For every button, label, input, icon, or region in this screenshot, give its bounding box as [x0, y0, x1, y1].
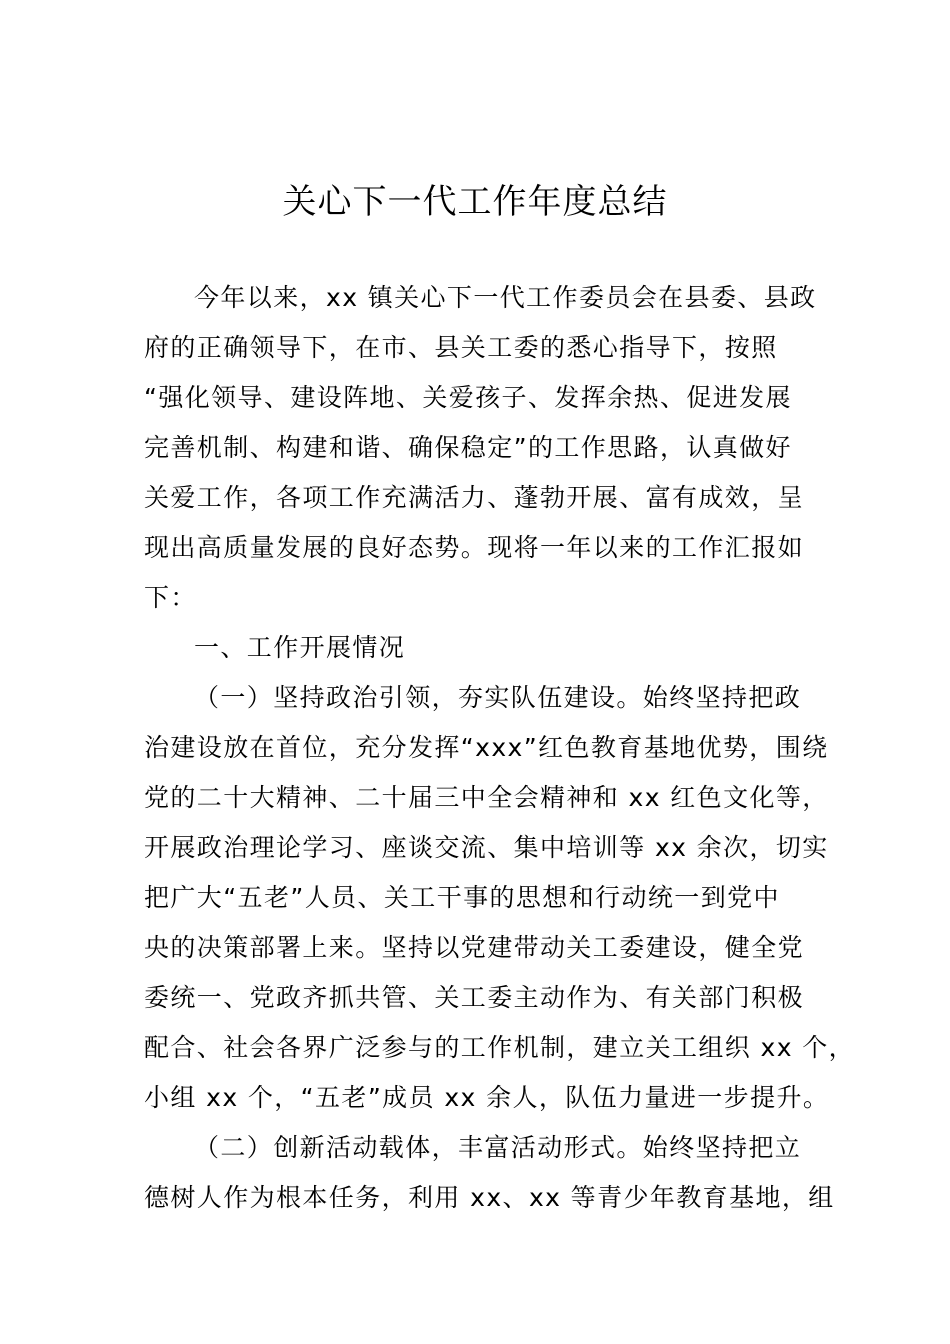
body-line: （一）坚持政治引领，夯实队伍建设。始终坚持把政 — [194, 683, 802, 712]
body-line: 委统一、党政齐抓共管、关工委主动作为、有关部门积极 — [144, 983, 805, 1012]
body-line: 现出高质量发展的良好态势。现将一年以来的工作汇报如 — [144, 533, 805, 562]
body-line: 党的二十大精神、二十届三中全会精神和 xx 红色文化等， — [144, 783, 829, 812]
body-line: 完善机制、构建和谐、确保稳定”的工作思路，认真做好 — [144, 433, 792, 462]
document-title: 关心下一代工作年度总结 — [282, 182, 668, 222]
body-line: 把广大“五老”人员、关工干事的思想和行动统一到党中 — [144, 883, 780, 912]
body-line: 配合、社会各界广泛参与的工作机制，建立关工组织 xx 个， — [144, 1033, 856, 1062]
body-line: 下： — [144, 583, 197, 612]
body-line: 央的决策部署上来。坚持以党建带动关工委建设，健全党 — [144, 933, 805, 962]
body-line: 小组 xx 个，“五老”成员 xx 余人，队伍力量进一步提升。 — [144, 1083, 830, 1112]
body-line: 关爱工作，各项工作充满活力、蓬勃开展、富有成效，呈 — [144, 483, 805, 512]
body-line: 开展政治理论学习、座谈交流、集中培训等 xx 余次，切实 — [144, 833, 829, 862]
body-line: 府的正确领导下，在市、县关工委的悉心指导下，按照 — [144, 333, 778, 362]
body-line: 治建设放在首位，充分发挥“xxx”红色教育基地优势，围绕 — [144, 733, 829, 762]
body-line: “强化领导、建设阵地、关爱孩子、发挥余热、促进发展 — [144, 383, 792, 412]
body-line: 今年以来，xx 镇关心下一代工作委员会在县委、县政 — [194, 283, 817, 312]
body-line: （二）创新活动载体，丰富活动形式。始终坚持把立 — [194, 1133, 802, 1162]
section-heading: 一、工作开展情况 — [194, 633, 406, 662]
body-line: 德树人作为根本任务，利用 xx、xx 等青少年教育基地，组 — [144, 1183, 835, 1212]
